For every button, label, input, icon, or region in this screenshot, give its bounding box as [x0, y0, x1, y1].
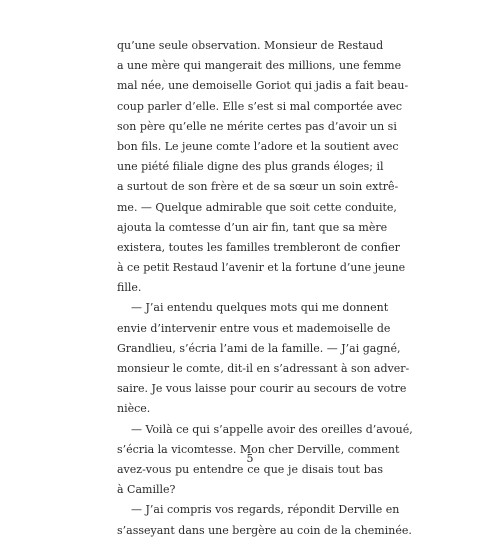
text-line: à ce petit Restaud l’avenir et la fortune d’une jeune — [117, 261, 406, 275]
text-line: ajouta la comtesse d’un air fin, tant que sa mère — [117, 220, 388, 234]
paragraph — [117, 500, 412, 540]
text-line: fille. — [117, 281, 142, 295]
text-line: coup parler d’elle. Elle s’est si mal comportée avec — [117, 99, 403, 113]
text-line: monsieur le comte, dit-il en s’adressant à son adver- — [117, 362, 410, 375]
text-line: — J’ai compris vos regards, répondit Derville en — [131, 503, 400, 517]
paragraph — [117, 36, 409, 298]
text-line: son père qu’elle ne mérite certes pas d’avoir un si — [117, 119, 397, 133]
text-line: Grandlieu, s’écria l’ami de la famille. — J’ai gagné, — [117, 341, 401, 355]
text-line: — Voilà ce qui s’appelle avoir des oreilles d’avoué, — [131, 422, 413, 436]
text-line: bon fils. Le jeune comte l’adore et la soutient avec — [117, 139, 399, 153]
page-number: 5 — [246, 452, 254, 465]
text-line: mal née, une demoiselle Goriot qui jadis a fait beau- — [117, 79, 409, 93]
paragraph — [117, 298, 410, 419]
text-line: s’écria la vicomtesse. Mon cher Derville, comment — [117, 442, 400, 456]
text-line: saire. Je vous laisse pour courir au secours de votre — [117, 382, 407, 396]
text-line: existera, toutes les familles trembleront de confier — [117, 240, 400, 254]
text-line: — J’ai entendu quelques mots qui me donnent — [131, 301, 389, 315]
text-line: une piété filiale digne des plus grands éloges; il — [117, 160, 384, 174]
text-line: a une mère qui mangerait des millions, une femme — [117, 59, 402, 73]
text-line: a surtout de son frère et de sa sœur un soin extrê- — [117, 180, 399, 194]
text-line: s’asseyant dans une bergère au coin de la cheminée. — [117, 523, 412, 537]
text-line: envie d’intervenir entre vous et mademoiselle de — [117, 321, 391, 335]
text-line: nièce. — [117, 402, 151, 416]
text-line: qu’une seule observation. Monsieur de Restaud — [117, 39, 384, 52]
text-line: à Camille? — [117, 483, 176, 497]
text-line: avez-vous pu entendre ce que je disais tout bas — [117, 462, 383, 476]
text-line: me. — Quelque admirable que soit cette conduite, — [117, 200, 397, 214]
